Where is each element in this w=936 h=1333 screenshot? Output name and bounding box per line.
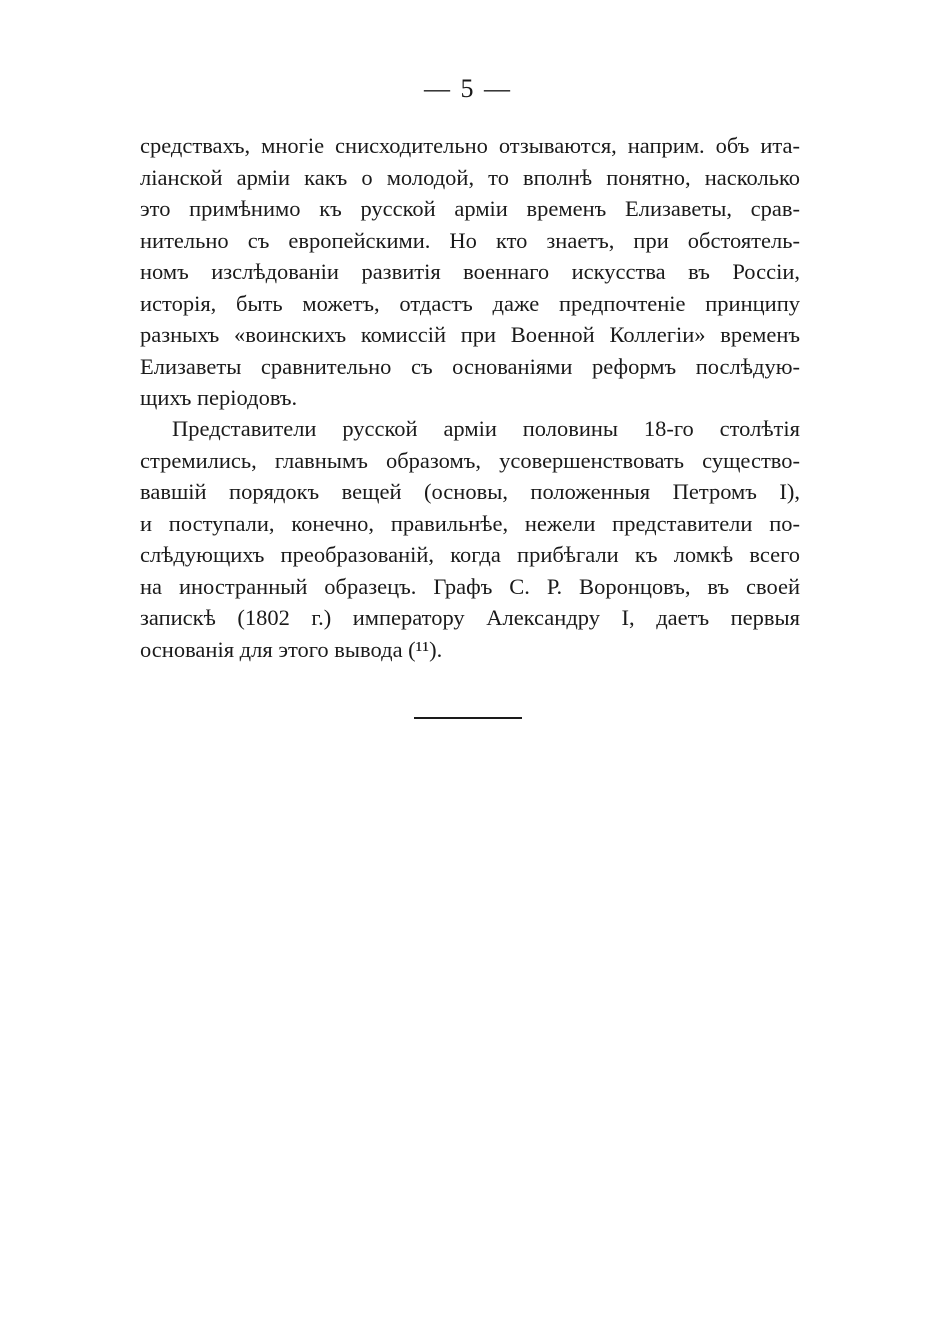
text-line: основанія для этого вывода (¹¹). [140, 636, 443, 662]
text-line: разныхъ «воинскихъ комиссій при Военной Коллегіи» временъ [140, 322, 800, 347]
section-divider [414, 717, 522, 719]
text-line: на иностранный образецъ. Графъ С. Р. Воронцовъ, въ своей [140, 573, 800, 599]
text-line: ліанской арміи какъ о молодой, то вполнѣ понятно, насколько [140, 164, 800, 190]
text-line: это примѣнимо къ русской арміи временъ Елизаветы, срав- [140, 196, 800, 221]
text-line: щихъ періодовъ. [140, 385, 298, 410]
text-line: средствахъ, многіе снисходительно отзываются, наприм. объ ита- [140, 133, 800, 158]
text-line: вавшій порядокъ вещей (основы, положенныя Петромъ I), [140, 479, 800, 504]
text-line: Елизаветы сравнительно съ основаніями реформъ послѣдую- [140, 353, 800, 379]
page-number: — 5 — [424, 74, 512, 103]
text-line: слѣдующихъ преобразованій, когда прибѣгали къ ломкѣ всего [140, 542, 800, 567]
paragraph-2 [140, 413, 800, 665]
text-line: нительно съ европейскими. Но кто знаетъ, при обстоятель- [140, 227, 800, 253]
text-line: Представители русской арміи половины 18-го столѣтія [172, 416, 800, 441]
text-line: исторія, быть можетъ, отдастъ даже предпочтеніе принципу [140, 290, 800, 316]
text-line: номъ изслѣдованіи развитія военнаго искусства въ Россіи, [140, 259, 800, 284]
text-line: запискѣ (1802 г.) императору Александру I, даетъ первыя [140, 605, 800, 630]
text-line: и поступали, конечно, правильнѣе, нежели представители по- [140, 510, 800, 536]
text-line: стремились, главнымъ образомъ, усовершенствовать существо- [140, 447, 800, 473]
paragraph-1 [140, 130, 800, 414]
